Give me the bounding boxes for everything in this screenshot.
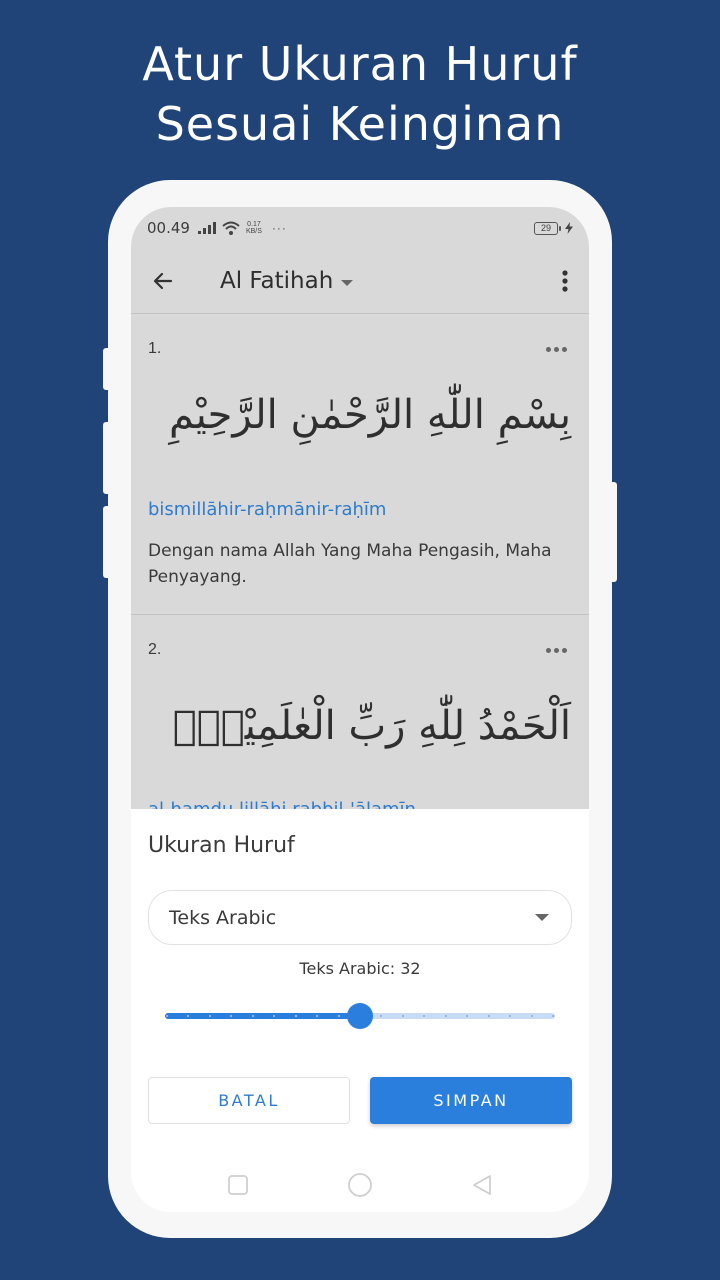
font-size-bottom-sheet	[131, 809, 589, 1212]
slider-tick	[252, 1015, 254, 1017]
battery-icon: 29	[534, 222, 558, 235]
slider-tick	[531, 1015, 533, 1017]
slider-tick	[166, 1015, 168, 1017]
verse-item-1	[131, 314, 589, 615]
slider-tick	[552, 1015, 554, 1017]
transliteration: bismillāhir-raḥmānir-raḥīm	[148, 499, 387, 520]
slider-tick	[209, 1015, 211, 1017]
text-type-dropdown[interactable]	[148, 890, 572, 945]
slider-tick	[402, 1015, 404, 1017]
phone-screen	[131, 207, 589, 1212]
dropdown-selected-value: Teks Arabic	[169, 906, 277, 929]
verse-options-button[interactable]	[543, 643, 569, 657]
back-nav-button[interactable]	[456, 1165, 508, 1205]
page-title: Al Fatihah	[220, 268, 334, 294]
slider-tick	[488, 1015, 490, 1017]
wifi-icon	[222, 221, 240, 235]
slider-tick	[445, 1015, 447, 1017]
status-more-icon: ···	[271, 221, 287, 235]
slider-tick	[466, 1015, 468, 1017]
caret-down-icon	[535, 914, 549, 921]
promo-headline	[0, 34, 720, 154]
cancel-button[interactable]: BATAL	[148, 1077, 350, 1124]
chevron-down-icon	[341, 280, 353, 286]
verse-number: 2.	[148, 641, 162, 658]
slider-thumb[interactable]	[347, 1003, 373, 1029]
home-button[interactable]	[334, 1165, 386, 1205]
back-button[interactable]	[131, 253, 195, 309]
font-size-slider[interactable]	[165, 1005, 555, 1027]
promo-line-2: Sesuai Keinginan	[155, 97, 565, 151]
slider-tick	[230, 1015, 232, 1017]
slider-tick	[338, 1015, 340, 1017]
phone-frame	[108, 180, 612, 1238]
more-vertical-icon	[562, 270, 568, 292]
slider-track-active	[165, 1013, 360, 1019]
slider-tick	[316, 1015, 318, 1017]
app-bar	[131, 249, 589, 314]
home-circle-icon	[348, 1173, 372, 1197]
slider-tick	[295, 1015, 297, 1017]
slider-tick	[423, 1015, 425, 1017]
network-speed: 0.17 KB/S	[245, 221, 262, 235]
status-bar	[131, 207, 589, 249]
sheet-title: Ukuran Huruf	[148, 833, 295, 858]
phone-side-button-1	[103, 348, 111, 390]
slider-tick	[509, 1015, 511, 1017]
surah-selector[interactable]	[220, 268, 353, 294]
promo-line-1: Atur Ukuran Huruf	[142, 37, 578, 91]
recents-button[interactable]	[212, 1165, 264, 1205]
charging-icon	[565, 222, 573, 234]
phone-side-button-2	[103, 422, 111, 494]
signal-icon	[198, 222, 216, 234]
arabic-text: بِسْمِ اللّٰهِ الرَّحْمٰنِ الرَّحِيْمِ	[168, 392, 571, 438]
system-nav-bar	[131, 1157, 589, 1212]
phone-power-button	[609, 482, 617, 582]
slider-tick	[187, 1015, 189, 1017]
overflow-menu-button[interactable]	[541, 253, 589, 309]
recents-square-icon	[228, 1175, 248, 1195]
slider-value-label: Teks Arabic: 32	[299, 959, 421, 978]
verse-options-button[interactable]	[543, 342, 569, 356]
battery-indicator	[534, 222, 573, 235]
arrow-left-icon	[151, 269, 175, 293]
back-triangle-icon	[472, 1174, 492, 1196]
dimmed-content-area[interactable]	[131, 207, 589, 809]
phone-side-button-3	[103, 506, 111, 578]
verse-number: 1.	[148, 340, 162, 357]
arabic-text: اَلْحَمْدُ لِلّٰهِ رَبِّ الْعٰلَمِيْنَۙ	[172, 703, 571, 749]
translation: Dengan nama Allah Yang Maha Pengasih, Maha Penyayang.	[148, 541, 552, 587]
save-button[interactable]: SIMPAN	[370, 1077, 572, 1124]
slider-tick	[380, 1015, 382, 1017]
status-time: 00.49	[147, 219, 190, 237]
verse-item-2	[131, 615, 589, 809]
slider-tick	[273, 1015, 275, 1017]
